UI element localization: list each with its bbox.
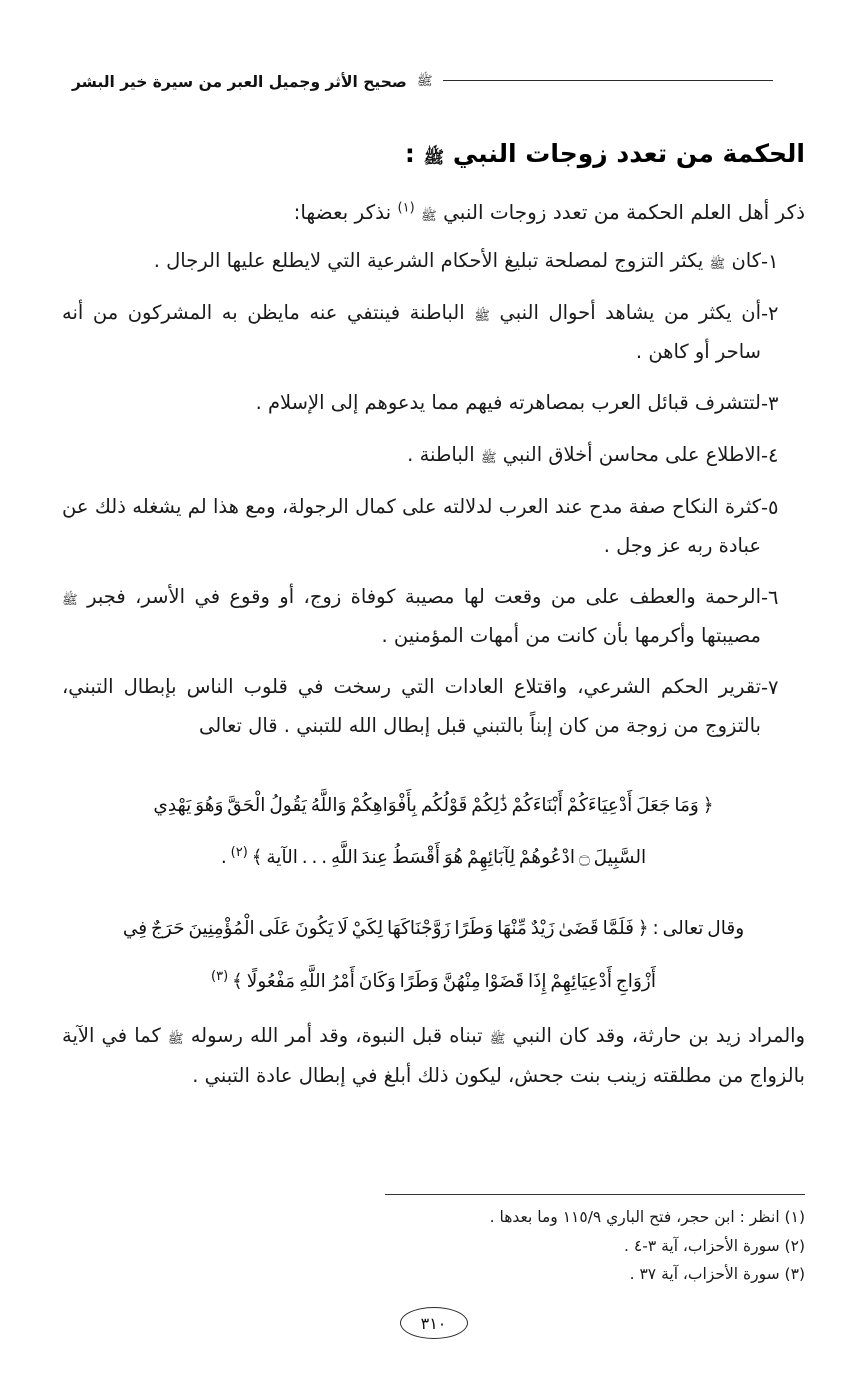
sallallahu-alayhi-wasallam-icon: ﷺ [474, 308, 490, 324]
list-item-text-after: يكثر التزوج لمصلحة تبليغ الأحكام الشرعية التي لايطلع عليها الرجال . [153, 248, 704, 272]
list-item-number: ٧- [761, 675, 779, 699]
list-item-text-before: أن يكثر من يشاهد أحوال النبي [499, 300, 762, 324]
footnote-item: (٢) سورة الأحزاب، آية ٣-٤ . [624, 1236, 805, 1255]
list-item [62, 667, 805, 745]
list-item-text [62, 241, 761, 280]
list-item-text [62, 293, 761, 371]
quran-quote-1 [62, 773, 805, 881]
list-item-number: ١- [761, 249, 779, 273]
page-number-container [62, 1307, 805, 1339]
list-item-number: ٦- [761, 585, 779, 609]
sallallahu-alayhi-wasallam-icon: ﷺ [416, 74, 433, 89]
page-title-text: الحكمة من تعدد زوجات النبي [452, 139, 805, 168]
closing-paragraph [62, 1016, 805, 1096]
list-item [62, 487, 805, 565]
quran-quote-2-line-1 [62, 910, 805, 949]
list-item-text-before: كان [731, 248, 761, 272]
quran-quote-1-line-1: ﴿ وَمَا جَعَلَ أَدْعِيَاءَكُمْ أَبْنَاءَكُمْ ذَٰلِكُمْ قَوْلُكُم بِأَفْوَاهِكُمْ وَاللَّهُ يَقُولُ الْحَقَّ وَهُوَ يَهْدِي [153, 794, 714, 816]
list-item [62, 293, 805, 371]
reasons-list [62, 241, 805, 757]
list-item [62, 241, 805, 281]
quran-quote-1-tail: . [220, 847, 227, 869]
sallallahu-alayhi-wasallam-icon: ﷺ [62, 592, 78, 608]
page-title [62, 135, 805, 173]
closing-part-1: والمراد زيد بن حارثة، وقد كان النبي [512, 1024, 805, 1048]
footnote-item: (٣) سورة الأحزاب، آية ٣٧ . [629, 1265, 805, 1284]
footnote-item: (١) انظر : ابن حجر، فتح الباري ١١٥/٩ وما بعدها . [489, 1207, 805, 1226]
running-header-rule [443, 80, 773, 81]
list-item [62, 383, 805, 423]
footnotes [62, 1188, 805, 1289]
footnote-ref-3: (٣) [211, 969, 229, 985]
list-item-text [62, 667, 761, 745]
list-item-text [62, 383, 761, 422]
sallallahu-alayhi-wasallam-icon: ﷺ [423, 148, 445, 168]
list-item [62, 435, 805, 475]
list-item-text-before: الرحمة والعطف على من وقعت لها مصيبة كوفاة زوج، أو وقوع في الأسر، فجبر [87, 584, 761, 608]
list-item-text-before: كثرة النكاح صفة مدح عند العرب لدلالته على كمال الرجولة، ومع هذا لم يشغله ذلك عن عبادة ربه عز وجل . [62, 494, 761, 557]
footnote-ref-2: (٢) [230, 845, 248, 861]
intro-text-after: نذكر بعضها: [293, 199, 392, 224]
sallallahu-alayhi-wasallam-icon: ﷺ [421, 208, 437, 224]
list-item-text-before: تقرير الحكم الشرعي، واقتلاع العادات التي رسخت في قلوب الناس بإبطال التبني، بالتزوج من زوجة من كان إبناً بالتبني قبل إبطال الله للتبني . قال تعالى [62, 674, 761, 737]
closing-part-2: تبناه قبل النبوة، وقد أمر الله رسوله [190, 1024, 483, 1048]
sallallahu-alayhi-wasallam-icon: ﷺ [480, 450, 497, 466]
intro-text-before: ذكر أهل العلم الحكمة من تعدد زوجات النبي [443, 199, 805, 224]
closing-part-3: كما في الآية بالزواج من مطلقته زينب بنت جحش، ليكون ذلك أبلغ في إبطال عادة التبني . [62, 1024, 805, 1088]
list-item-text-before: لتتشرف قبائل العرب بمصاهرته فيهم مما يدعوهم إلى الإسلام . [255, 390, 761, 414]
quran-quote-2-line-1-text: ﴿ فَلَمَّا قَضَىٰ زَيْدٌ مِّنْهَا وَطَرًا زَوَّجْنَاكَهَا لِكَيْ لَا يَكُونَ عَلَى الْمُؤْمِنِينَ حَرَجٌ فِي [122, 918, 649, 940]
list-item-number: ٥- [761, 495, 779, 519]
footnote-ref-1: (١) [397, 199, 415, 215]
quran-quote-1-line-2 [62, 839, 805, 878]
quran-quote-2-line-2-text: أَزْوَاجِ أَدْعِيَائِهِمْ إِذَا قَضَوْا مِنْهُنَّ وَطَرًا وَكَانَ أَمْرُ اللَّهِ مَفْعُولًا ﴾ [232, 971, 656, 993]
list-item-text-before: الاطلاع على محاسن أخلاق النبي [502, 442, 761, 466]
list-item-text-after: الباطنة فينتفي عنه مايظن به المشركون من أنه ساحر أو كاهن . [62, 300, 761, 363]
page-title-colon: : [404, 139, 415, 168]
quran-quote-1-line-2-text: السَّبِيلَ ۝ ادْعُوهُمْ لِآبَائِهِمْ هُوَ أَقْسَطُ عِندَ اللَّهِ . . . الآية ﴾ [251, 847, 647, 869]
quran-quote-2-lead: وقال تعالى : [652, 918, 745, 940]
list-item-number: ٢- [761, 301, 779, 325]
footnote-separator [385, 1194, 805, 1195]
running-header [62, 72, 805, 91]
page-number: ٣١٠ [400, 1307, 468, 1339]
list-item-text [62, 435, 761, 474]
list-item-number: ٤- [761, 443, 779, 467]
list-item-text-after: الباطنة . [407, 442, 475, 466]
list-item-text-after: مصيبتها وأكرمها بأن كانت من أمهات المؤمنين . [381, 623, 761, 647]
quran-quote-2 [62, 896, 805, 1004]
sallallahu-alayhi-wasallam-icon: ﷺ [489, 1032, 506, 1048]
sallallahu-alayhi-wasallam-icon: ﷺ [709, 256, 726, 272]
intro-paragraph [62, 193, 805, 231]
sallallahu-alayhi-wasallam-icon: ﷺ [167, 1032, 184, 1048]
list-item [62, 577, 805, 655]
list-item-text [62, 577, 761, 655]
quran-quote-2-line-2 [62, 963, 805, 1002]
list-item-text [62, 487, 761, 565]
running-header-title: صحيح الأثر وجميل العبر من سيرة خير البشر [72, 72, 407, 91]
list-item-number: ٣- [761, 391, 779, 415]
